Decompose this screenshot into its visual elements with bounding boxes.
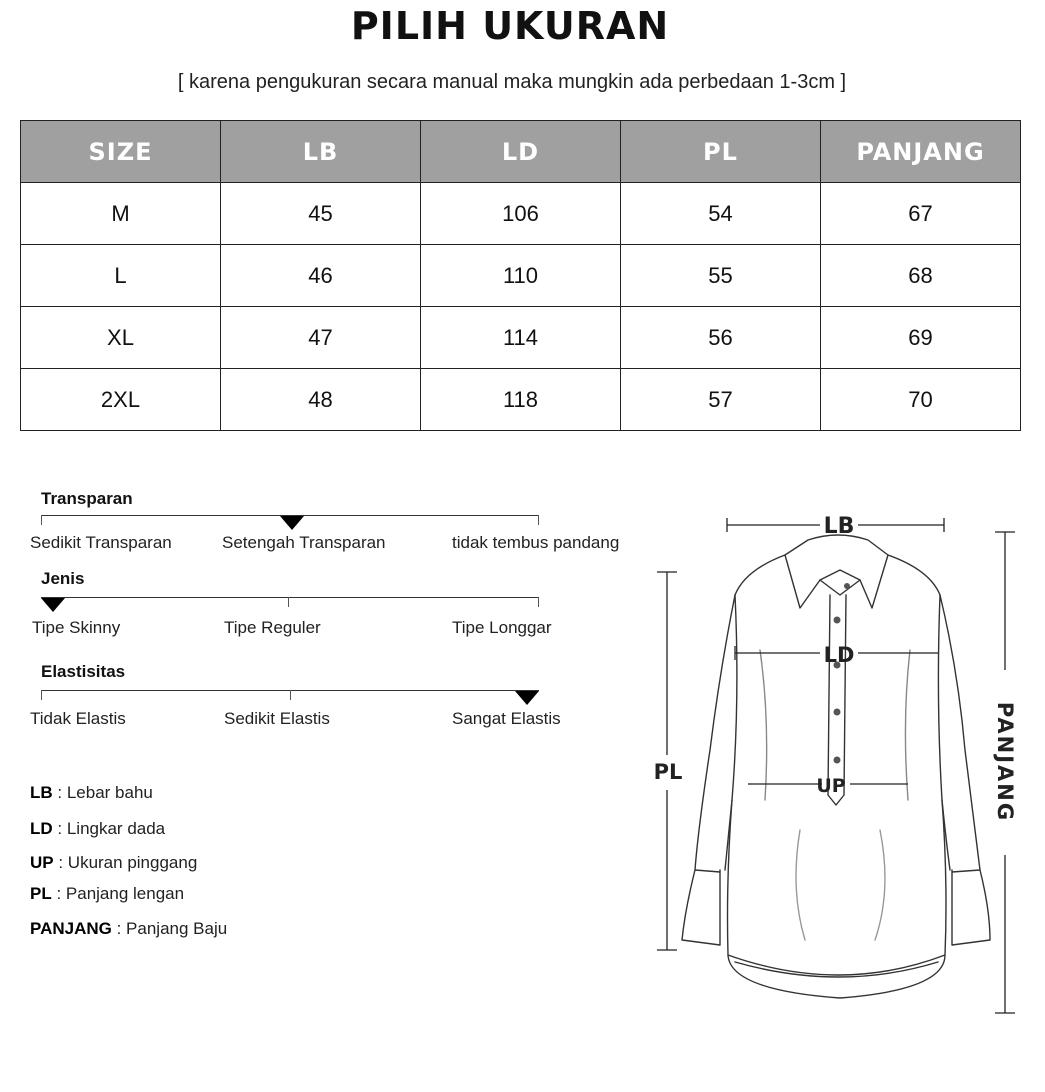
table-row: [21, 183, 1021, 245]
table-cell: 106: [421, 183, 621, 245]
scale-label-jenis: Jenis: [41, 569, 85, 588]
legend-item-pl: [30, 884, 184, 904]
scale-option: Sangat Elastis: [452, 709, 561, 728]
legend-desc: : Panjang Baju: [111, 919, 228, 938]
table-cell: 45: [221, 183, 421, 245]
scale-label-elastisitas: Elastisitas: [41, 662, 126, 681]
scale-option: Sedikit Elastis: [224, 709, 330, 728]
scale-tick: [41, 515, 42, 525]
legend-item-up: [30, 853, 197, 873]
legend-desc: : Panjang lengan: [51, 884, 185, 903]
scale-marker-elastisitas: [515, 691, 539, 705]
scale-tick: [538, 515, 539, 525]
table-cell: 47: [221, 307, 421, 369]
table-cell: 69: [821, 307, 1021, 369]
table-cell: 56: [621, 307, 821, 369]
scale-option: Tipe Reguler: [224, 618, 321, 637]
legend-abbr: LD: [30, 819, 53, 838]
table-cell: 67: [821, 183, 1021, 245]
table-cell: 2XL: [21, 369, 221, 431]
scale-option: tidak tembus pandang: [452, 533, 620, 552]
legend-abbr: UP: [30, 853, 54, 872]
shirt-illustration: [640, 500, 1040, 1020]
shirt-measurement-diagram: [640, 500, 1040, 1020]
page-subtitle: [ karena pengukuran secara manual maka mungkin ada perbedaan 1-3cm ]: [177, 71, 847, 93]
table-cell: 110: [421, 245, 621, 307]
shirt-outline: [682, 535, 990, 998]
table-header-row: [21, 121, 1021, 183]
diagram-label-panjang: PANJANG: [993, 701, 1017, 823]
table-cell: 54: [621, 183, 821, 245]
legend-abbr: LB: [30, 783, 53, 802]
table-cell: 55: [621, 245, 821, 307]
scale-tick: [538, 597, 539, 607]
table-row: [21, 307, 1021, 369]
table-cell: XL: [21, 307, 221, 369]
legend-item-ld: [30, 819, 165, 839]
diagram-label-pl: PL: [653, 760, 683, 784]
column-header-pl: PL: [621, 121, 821, 183]
table-cell: 114: [421, 307, 621, 369]
table-cell: 46: [221, 245, 421, 307]
table-cell: M: [21, 183, 221, 245]
legend-item-lb: [30, 783, 153, 803]
legend-desc: : Ukuran pinggang: [53, 853, 198, 872]
table-cell: 57: [621, 369, 821, 431]
scale-option: Sedikit Transparan: [30, 533, 172, 552]
table-row: [21, 245, 1021, 307]
page-title: PILIH UKURAN: [350, 4, 670, 48]
scale-label-transparan: Transparan: [41, 489, 133, 508]
scale-option: Tipe Longgar: [452, 618, 552, 637]
scale-tick: [290, 690, 291, 700]
table-cell: L: [21, 245, 221, 307]
scale-option: Tipe Skinny: [32, 618, 121, 637]
scale-tick: [41, 690, 42, 700]
column-header-lb: LB: [221, 121, 421, 183]
table-cell: 70: [821, 369, 1021, 431]
scale-option: Setengah Transparan: [222, 533, 386, 552]
scale-tick: [288, 597, 289, 607]
legend-abbr: PANJANG: [30, 919, 112, 938]
table-cell: 118: [421, 369, 621, 431]
legend-desc: : Lingkar dada: [52, 819, 166, 838]
diagram-label-up: UP: [816, 775, 846, 797]
legend-item-panjang: [30, 919, 227, 939]
diagram-label-lb: LB: [823, 514, 855, 539]
column-header-size: SIZE: [21, 121, 221, 183]
shirt-buttons: [834, 583, 851, 764]
legend-abbr: PL: [30, 884, 52, 903]
size-table: [20, 120, 1021, 431]
table-cell: 68: [821, 245, 1021, 307]
scale-marker-transparan: [280, 516, 304, 530]
scale-option: Tidak Elastis: [30, 709, 126, 728]
legend-desc: : Lebar bahu: [52, 783, 153, 802]
table-cell: 48: [221, 369, 421, 431]
scale-marker-jenis: [41, 598, 65, 612]
column-header-panjang: PANJANG: [821, 121, 1021, 183]
column-header-ld: LD: [421, 121, 621, 183]
scale-line-jenis: [41, 597, 539, 598]
diagram-label-ld: LD: [823, 643, 855, 667]
table-row: [21, 369, 1021, 431]
